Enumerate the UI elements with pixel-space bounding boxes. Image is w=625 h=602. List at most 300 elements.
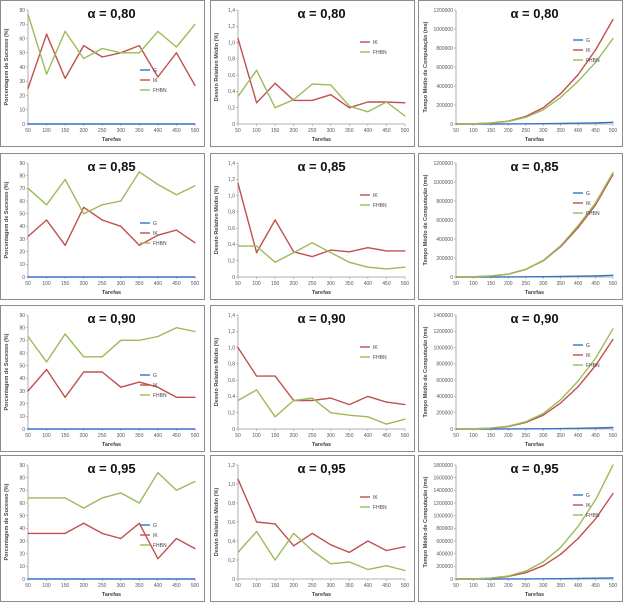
y-axis-label: Desvio Relativo Médio (%) (214, 185, 220, 255)
data-point-fhbn (120, 52, 121, 53)
data-point-g (139, 276, 140, 277)
y-tick-label: 0,2 (228, 557, 235, 564)
data-point-fhbn (367, 111, 368, 112)
y-tick-label: 30 (19, 538, 25, 545)
data-point-ik (293, 545, 294, 546)
data-point-g (120, 276, 121, 277)
data-point-fhbn (237, 552, 238, 553)
x-tick-label: 200 (79, 281, 88, 287)
data-point-fhbn (578, 81, 579, 82)
y-tick-label: 0 (450, 121, 453, 128)
x-tick-label: 300 (116, 281, 125, 287)
data-point-ik (404, 546, 405, 547)
x-tick-label: 350 (135, 281, 144, 287)
y-tick-label: 1000000 (433, 513, 453, 520)
y-tick-label: 600000 (436, 538, 453, 545)
y-tick-label: 90 (19, 312, 25, 319)
data-point-ik (275, 219, 276, 220)
data-point-g (102, 123, 103, 124)
y-axis-label: Tempo Médio de Computação (ms) (423, 476, 429, 568)
y-tick-label: 30 (19, 236, 25, 243)
data-point-fhbn (27, 14, 28, 15)
y-axis-label: Tempo Médio de Computação (ms) (423, 174, 429, 266)
x-tick-label: 50 (453, 128, 459, 134)
x-tick-label: 350 (556, 583, 565, 589)
x-tick-label: 400 (363, 128, 373, 134)
data-point-fhbn (83, 356, 84, 357)
data-point-g (176, 428, 177, 429)
y-tick-label: 40 (19, 526, 25, 533)
data-point-ik (386, 550, 387, 551)
x-tick-label: 350 (556, 281, 565, 287)
data-point-ik (404, 250, 405, 251)
chart-panel (210, 455, 415, 602)
chart-title: α = 0,90 (510, 311, 559, 326)
data-point-ik (65, 533, 66, 534)
y-tick-label: 50 (19, 211, 25, 218)
data-point-fhbn (473, 428, 474, 429)
data-point-g (157, 276, 158, 277)
data-point-ik (256, 521, 257, 522)
data-point-fhbn (404, 115, 405, 116)
chart-panel (0, 455, 205, 602)
x-tick-label: 200 (79, 433, 88, 439)
y-tick-label: 0,6 (228, 377, 235, 384)
data-point-g (83, 276, 84, 277)
x-tick-label: 150 (486, 433, 496, 439)
x-tick-label: 150 (60, 128, 70, 134)
x-tick-label: 200 (504, 433, 513, 439)
x-tick-label: 400 (153, 128, 163, 134)
data-point-ik (102, 219, 103, 220)
data-point-fhbn (83, 507, 84, 508)
data-point-fhbn (176, 327, 177, 328)
data-point-ik (176, 230, 177, 231)
data-point-ik (543, 565, 544, 566)
data-point-fhbn (27, 497, 28, 498)
chart-panel (418, 153, 623, 300)
x-tick-label: 50 (25, 583, 31, 589)
y-tick-label: 0 (450, 274, 453, 281)
data-point-g (595, 578, 596, 579)
legend-label: FHBN (153, 240, 167, 247)
y-tick-label: 0,2 (228, 410, 235, 417)
data-point-fhbn (455, 428, 456, 429)
data-point-g (560, 428, 561, 429)
data-point-fhbn (490, 275, 491, 276)
y-axis-label: Desvio Relativo Médio (%) (214, 337, 220, 407)
chart-svg (210, 0, 415, 147)
data-point-ik (157, 558, 158, 559)
x-tick-label: 450 (382, 128, 391, 134)
x-tick-label: 500 (190, 281, 200, 287)
y-tick-label: 800000 (436, 198, 453, 205)
data-point-fhbn (404, 267, 405, 268)
y-tick-label: 0,2 (228, 105, 235, 112)
x-tick-label: 250 (308, 433, 317, 439)
data-point-fhbn (508, 426, 509, 427)
data-point-ik (386, 250, 387, 251)
data-point-fhbn (508, 121, 509, 122)
data-point-g (543, 578, 544, 579)
data-point-fhbn (312, 242, 313, 243)
data-point-fhbn (490, 428, 491, 429)
x-tick-label: 100 (42, 583, 51, 589)
y-axis-label: Desvio Relativo Médio (%) (214, 32, 220, 102)
x-tick-label: 100 (42, 281, 51, 287)
data-point-fhbn (65, 179, 66, 180)
data-point-fhbn (275, 559, 276, 560)
data-point-ik (139, 523, 140, 524)
x-tick-label: 50 (235, 281, 241, 287)
data-point-g (46, 123, 47, 124)
y-tick-label: 1200000 (433, 329, 453, 336)
data-point-ik (275, 375, 276, 376)
data-point-ik (612, 19, 613, 20)
data-point-g (578, 123, 579, 124)
y-tick-label: 1,0 (228, 40, 235, 47)
data-point-ik (46, 533, 47, 534)
x-tick-label: 450 (591, 128, 600, 134)
x-tick-label: 350 (345, 433, 354, 439)
data-point-g (102, 428, 103, 429)
data-point-ik (256, 252, 257, 253)
data-point-g (578, 428, 579, 429)
legend-label: IK (373, 344, 378, 351)
data-point-ik (612, 493, 613, 494)
data-point-ik (543, 415, 544, 416)
y-tick-label: 0,2 (228, 258, 235, 265)
data-point-fhbn (46, 497, 47, 498)
data-point-fhbn (473, 123, 474, 124)
panel-border (419, 154, 623, 300)
data-point-fhbn (194, 331, 195, 332)
y-tick-label: 0 (232, 274, 235, 281)
data-point-g (543, 276, 544, 277)
y-axis-label: Porcentagem de Sucesso (%) (4, 28, 10, 106)
data-point-fhbn (293, 400, 294, 401)
legend-label: FHBN (373, 354, 387, 361)
chart-title: α = 0,80 (297, 6, 346, 21)
y-tick-label: 20 (19, 93, 25, 100)
data-point-fhbn (65, 497, 66, 498)
data-point-fhbn (612, 328, 613, 329)
x-tick-label: 350 (556, 128, 565, 134)
x-tick-label: 100 (252, 128, 261, 134)
data-point-fhbn (543, 413, 544, 414)
y-tick-label: 0 (232, 426, 235, 433)
x-tick-label: 400 (153, 583, 163, 589)
x-tick-label: 250 (98, 128, 107, 134)
x-tick-label: 450 (591, 433, 600, 439)
y-tick-label: 200000 (436, 102, 453, 109)
data-point-fhbn (386, 424, 387, 425)
x-tick-label: 400 (573, 281, 583, 287)
data-point-ik (46, 369, 47, 370)
data-point-g (525, 123, 526, 124)
x-tick-label: 150 (270, 583, 280, 589)
data-point-ik (560, 93, 561, 94)
x-tick-label: 100 (252, 281, 261, 287)
data-point-fhbn (455, 276, 456, 277)
y-tick-label: 70 (19, 338, 25, 345)
data-point-fhbn (102, 204, 103, 205)
legend-label: G (153, 372, 157, 379)
data-point-ik (237, 183, 238, 184)
data-point-fhbn (102, 356, 103, 357)
y-tick-label: 70 (19, 186, 25, 193)
y-tick-label: 400000 (436, 83, 453, 90)
x-tick-label: 400 (363, 281, 373, 287)
data-point-fhbn (139, 340, 140, 341)
data-point-g (525, 276, 526, 277)
x-tick-label: 300 (326, 281, 335, 287)
x-axis-label: Tarefas (524, 442, 545, 448)
data-point-fhbn (490, 578, 491, 579)
x-tick-label: 100 (469, 433, 478, 439)
chart-svg (418, 153, 623, 300)
x-tick-label: 200 (289, 281, 298, 287)
data-point-fhbn (157, 31, 158, 32)
data-point-ik (330, 397, 331, 398)
y-tick-label: 1,0 (228, 345, 235, 352)
x-tick-label: 100 (469, 583, 478, 589)
data-point-ik (65, 78, 66, 79)
legend-label: G (153, 220, 157, 227)
data-point-ik (543, 107, 544, 108)
x-tick-label: 200 (79, 583, 88, 589)
y-tick-label: 0 (22, 576, 25, 583)
data-point-g (194, 428, 195, 429)
data-point-g (46, 578, 47, 579)
data-point-fhbn (256, 70, 257, 71)
legend-label: IK (153, 532, 158, 539)
y-tick-label: 1600000 (433, 475, 453, 482)
data-point-ik (237, 479, 238, 480)
data-point-fhbn (612, 38, 613, 39)
x-tick-label: 100 (252, 433, 261, 439)
chart-title: α = 0,90 (87, 311, 136, 326)
x-tick-label: 50 (235, 583, 241, 589)
data-point-fhbn (176, 194, 177, 195)
y-tick-label: 0 (450, 576, 453, 583)
data-point-fhbn (404, 419, 405, 420)
data-point-ik (595, 49, 596, 50)
legend-label: FHBN (153, 87, 167, 94)
x-tick-label: 500 (608, 281, 618, 287)
y-tick-label: 0 (22, 121, 25, 128)
x-axis-label: Tarefas (101, 592, 122, 598)
x-tick-label: 100 (469, 128, 478, 134)
data-point-g (157, 428, 158, 429)
data-point-fhbn (525, 117, 526, 118)
chart-title: α = 0,85 (297, 159, 346, 174)
y-tick-label: 1400000 (433, 312, 453, 319)
data-point-fhbn (120, 340, 121, 341)
y-tick-label: 0,4 (228, 89, 235, 96)
data-point-ik (367, 247, 368, 248)
data-point-ik (139, 245, 140, 246)
data-point-g (194, 123, 195, 124)
x-tick-label: 250 (308, 583, 317, 589)
data-point-fhbn (595, 358, 596, 359)
legend-label: FHBN (153, 392, 167, 399)
x-tick-label: 200 (289, 128, 298, 134)
x-tick-label: 300 (539, 281, 548, 287)
legend-label: IK (373, 192, 378, 199)
data-point-fhbn (508, 273, 509, 274)
x-tick-label: 50 (235, 433, 241, 439)
x-tick-label: 250 (521, 583, 530, 589)
data-point-fhbn (27, 188, 28, 189)
chart-title: α = 0,95 (87, 461, 136, 476)
data-point-ik (349, 552, 350, 553)
x-tick-label: 150 (60, 583, 70, 589)
data-point-fhbn (157, 472, 158, 473)
data-point-g (120, 428, 121, 429)
data-point-g (120, 578, 121, 579)
data-point-ik (349, 404, 350, 405)
data-point-ik (194, 242, 195, 243)
data-point-ik (578, 74, 579, 75)
y-tick-label: 50 (19, 513, 25, 520)
legend-label: FHBN (586, 210, 600, 217)
data-point-g (65, 578, 66, 579)
y-tick-label: 0,8 (228, 500, 235, 507)
y-axis-label: Porcentagem de Sucesso (%) (4, 483, 10, 561)
x-tick-label: 500 (608, 583, 618, 589)
legend-label: G (586, 492, 590, 499)
legend-label: IK (373, 494, 378, 501)
x-tick-label: 500 (190, 433, 200, 439)
data-point-ik (27, 236, 28, 237)
x-axis-label: Tarefas (524, 290, 545, 296)
chart-svg (210, 305, 415, 452)
data-point-ik (83, 523, 84, 524)
data-point-fhbn (139, 502, 140, 503)
data-point-fhbn (578, 225, 579, 226)
data-point-g (83, 428, 84, 429)
data-point-fhbn (46, 74, 47, 75)
x-tick-label: 100 (252, 583, 261, 589)
y-tick-label: 1,2 (228, 24, 235, 31)
data-point-ik (65, 245, 66, 246)
data-point-ik (83, 371, 84, 372)
data-point-ik (404, 102, 405, 103)
data-point-fhbn (65, 333, 66, 334)
y-axis-label: Tempo Médio de Computação (ms) (423, 326, 429, 418)
y-tick-label: 0,8 (228, 56, 235, 63)
data-point-ik (102, 371, 103, 372)
data-point-fhbn (525, 421, 526, 422)
x-tick-label: 150 (270, 281, 280, 287)
data-point-fhbn (237, 245, 238, 246)
legend-label: IK (153, 382, 158, 389)
data-point-ik (275, 523, 276, 524)
data-point-g (102, 578, 103, 579)
data-point-ik (578, 538, 579, 539)
x-tick-label: 100 (469, 281, 478, 287)
x-axis-label: Tarefas (311, 137, 332, 143)
x-tick-label: 400 (573, 128, 583, 134)
data-point-g (65, 428, 66, 429)
y-tick-label: 1,2 (228, 462, 235, 469)
legend-label: FHBN (373, 504, 387, 511)
x-tick-label: 450 (382, 281, 391, 287)
chart-panel (418, 455, 623, 602)
y-tick-label: 50 (19, 363, 25, 370)
data-point-fhbn (367, 416, 368, 417)
x-tick-label: 500 (608, 433, 618, 439)
data-point-g (578, 578, 579, 579)
legend-label: G (153, 522, 157, 529)
data-point-ik (65, 397, 66, 398)
y-axis-label: Porcentagem de Sucesso (%) (4, 333, 10, 411)
chart-panel (0, 305, 205, 452)
data-point-g (525, 578, 526, 579)
x-tick-label: 150 (486, 583, 496, 589)
data-point-g (157, 123, 158, 124)
data-point-fhbn (120, 200, 121, 201)
data-point-ik (612, 339, 613, 340)
chart-svg (0, 153, 205, 300)
legend-label: IK (153, 77, 158, 84)
x-tick-label: 400 (153, 433, 163, 439)
data-point-fhbn (312, 84, 313, 85)
data-point-fhbn (612, 464, 613, 465)
x-tick-label: 300 (539, 433, 548, 439)
data-point-fhbn (330, 412, 331, 413)
y-tick-label: 600000 (436, 217, 453, 224)
y-tick-label: 1,0 (228, 481, 235, 488)
x-tick-label: 350 (556, 433, 565, 439)
x-axis-label: Tarefas (524, 592, 545, 598)
data-point-fhbn (46, 361, 47, 362)
legend-label: IK (586, 200, 591, 207)
x-tick-label: 250 (521, 128, 530, 134)
y-tick-label: 1000000 (433, 179, 453, 186)
data-point-fhbn (367, 267, 368, 268)
y-tick-label: 0 (232, 576, 235, 583)
x-tick-label: 450 (172, 433, 181, 439)
x-tick-label: 350 (135, 433, 144, 439)
chart-title: α = 0,80 (510, 6, 559, 21)
data-point-fhbn (349, 262, 350, 263)
data-point-fhbn (560, 547, 561, 548)
y-tick-label: 40 (19, 64, 25, 71)
data-point-ik (560, 402, 561, 403)
data-point-g (612, 122, 613, 123)
data-point-fhbn (595, 499, 596, 500)
x-tick-label: 450 (172, 583, 181, 589)
data-point-fhbn (560, 399, 561, 400)
data-point-fhbn (293, 533, 294, 534)
data-point-ik (139, 45, 140, 46)
data-point-ik (27, 88, 28, 89)
data-point-g (612, 427, 613, 428)
x-tick-label: 150 (60, 281, 70, 287)
x-tick-label: 200 (289, 583, 298, 589)
legend-label: FHBN (586, 57, 600, 64)
data-point-fhbn (293, 99, 294, 100)
data-point-g (139, 428, 140, 429)
data-point-g (157, 578, 158, 579)
data-point-fhbn (386, 268, 387, 269)
legend-label: FHBN (373, 49, 387, 56)
legend-label: FHBN (586, 362, 600, 369)
y-tick-label: 1200000 (433, 500, 453, 507)
x-tick-label: 400 (363, 583, 373, 589)
